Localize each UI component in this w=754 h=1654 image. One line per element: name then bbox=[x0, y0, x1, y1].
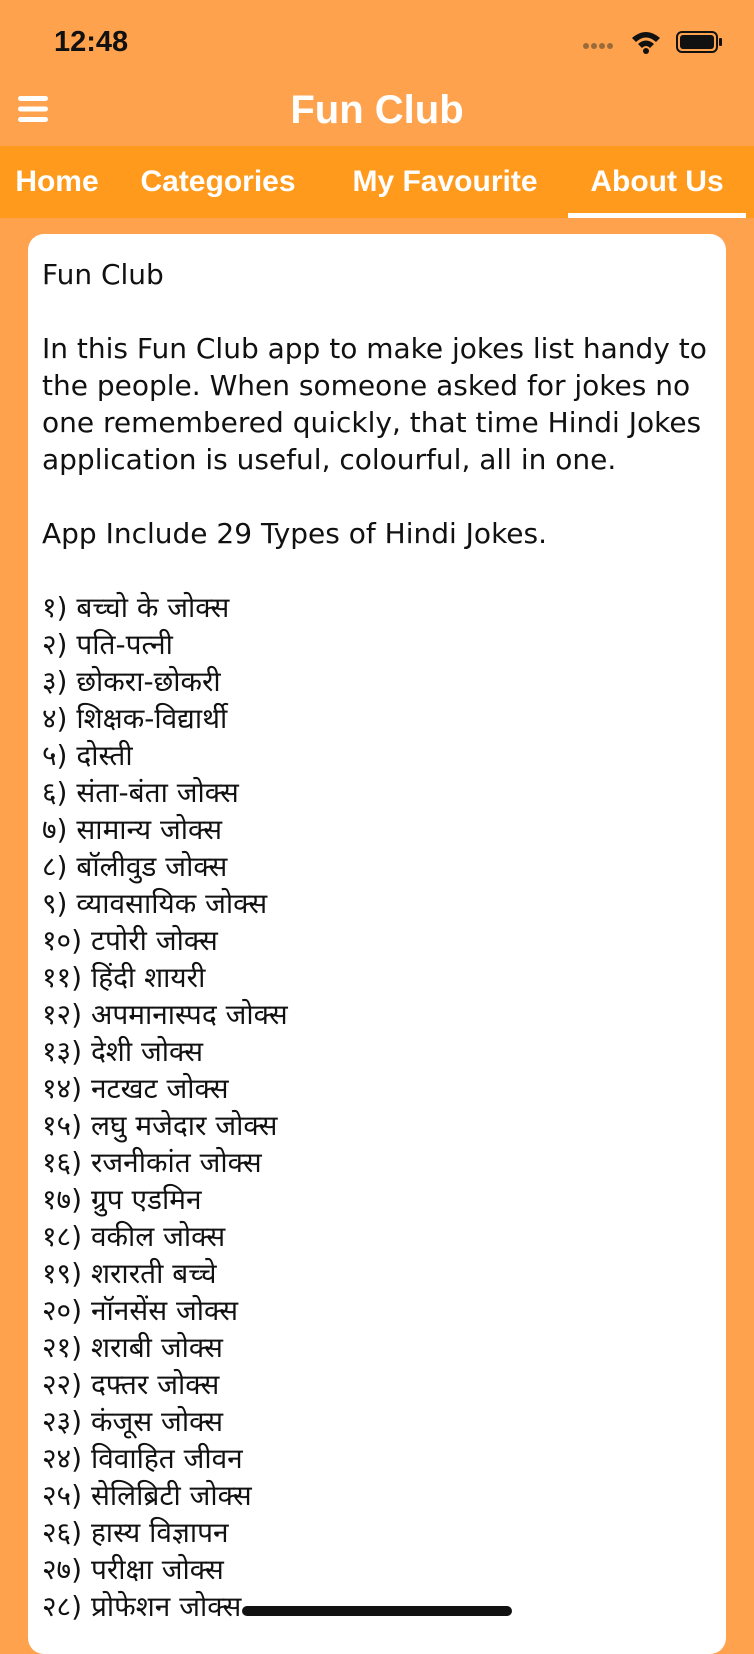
menu-button[interactable] bbox=[16, 94, 50, 128]
tab-home[interactable]: Home bbox=[15, 165, 99, 198]
list-item: २२) दफ्तर जोक्स bbox=[42, 1368, 220, 1401]
list-item: ८) बॉलीवुड जोक्स bbox=[42, 850, 228, 883]
list-item: २६) हास्य विज्ञापन bbox=[42, 1516, 229, 1549]
list-item: ११) हिंदी शायरी bbox=[42, 961, 206, 994]
tab-categories[interactable]: Categories bbox=[140, 165, 296, 198]
tab-my-favourite[interactable]: My Favourite bbox=[352, 165, 538, 198]
status-bar bbox=[0, 0, 754, 90]
tab-bar bbox=[0, 146, 754, 218]
list-item: १४) नटखट जोक्स bbox=[42, 1072, 229, 1105]
list-item: १) बच्चो के जोक्स bbox=[42, 591, 230, 624]
about-description: In this Fun Club app to make jokes list handy to the people. When someone asked for jokes no one remembered quickly, that time Hindi Jokes application is useful, colourful, all in one. bbox=[42, 332, 707, 476]
list-item: १९) शरारती बच्चे bbox=[42, 1257, 217, 1290]
status-icons bbox=[582, 30, 724, 58]
jokes-category-list bbox=[42, 589, 712, 1625]
list-item: १८) वकील जोक्स bbox=[42, 1220, 226, 1253]
list-item: १०) टपोरी जोक्स bbox=[42, 924, 218, 957]
about-heading: Fun Club bbox=[42, 258, 164, 291]
wifi-icon bbox=[630, 30, 662, 58]
list-item: २७) परीक्षा जोक्स bbox=[42, 1553, 224, 1586]
cellular-signal-icon bbox=[582, 35, 616, 54]
list-item: २१) शराबी जोक्स bbox=[42, 1331, 223, 1364]
list-item: १२) अपमानास्पद जोक्स bbox=[42, 998, 288, 1031]
list-item: १७) ग्रुप एडमिन bbox=[42, 1183, 202, 1216]
nav-bar bbox=[0, 80, 754, 146]
list-item: २५) सेलिब्रिटी जोक्स bbox=[42, 1479, 252, 1512]
app-title: Fun Club bbox=[290, 88, 464, 132]
about-content-card[interactable] bbox=[28, 234, 726, 1654]
battery-icon bbox=[676, 30, 724, 58]
list-item: २४) विवाहित जीवन bbox=[42, 1442, 243, 1475]
list-item: २) पति-पत्नी bbox=[42, 628, 173, 661]
about-content bbox=[28, 234, 726, 1625]
list-item: १६) रजनीकांत जोक्स bbox=[42, 1146, 262, 1179]
list-item: ३) छोकरा-छोकरी bbox=[42, 665, 221, 698]
about-include-line: App Include 29 Types of Hindi Jokes. bbox=[42, 517, 547, 550]
selected-tab-indicator bbox=[568, 213, 746, 218]
list-item: ६) संता-बंता जोक्स bbox=[42, 776, 239, 809]
list-item: २८) प्रोफेशन जोक्स bbox=[42, 1590, 242, 1623]
list-item: १३) देशी जोक्स bbox=[42, 1035, 204, 1068]
home-indicator[interactable] bbox=[242, 1606, 512, 1616]
list-item: २०) नॉनसेंस जोक्स bbox=[42, 1294, 239, 1327]
list-item: ९) व्यावसायिक जोक्स bbox=[42, 887, 268, 920]
list-item: ५) दोस्ती bbox=[42, 739, 133, 772]
list-item: ७) सामान्य जोक्स bbox=[42, 813, 223, 846]
status-time: 12:48 bbox=[54, 26, 129, 58]
list-item: २३) कंजूस जोक्स bbox=[42, 1405, 224, 1438]
list-item: ४) शिक्षक-विद्यार्थी bbox=[42, 702, 228, 735]
hamburger-menu-icon bbox=[18, 95, 48, 127]
list-item: १५) लघु मजेदार जोक्स bbox=[42, 1109, 278, 1142]
tab-about-us[interactable]: About Us bbox=[590, 165, 724, 198]
